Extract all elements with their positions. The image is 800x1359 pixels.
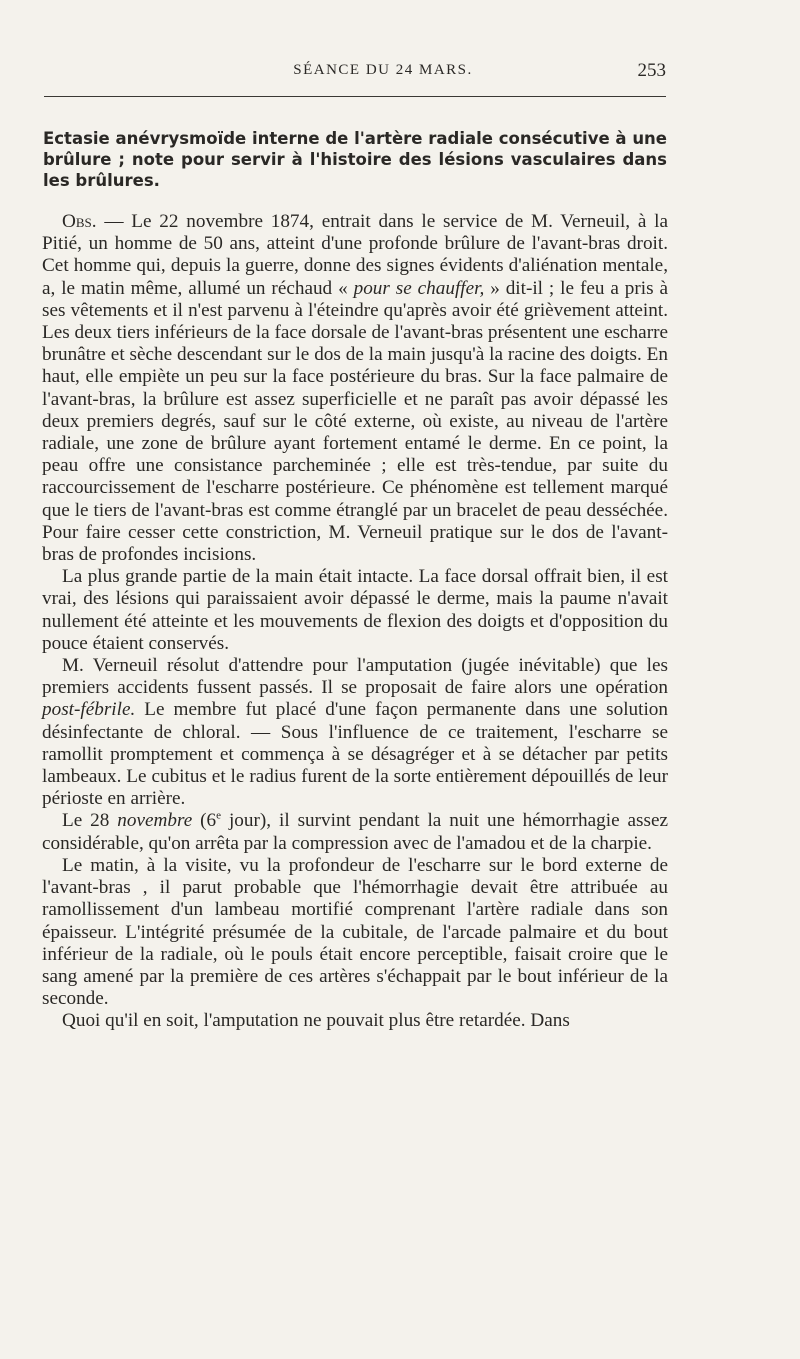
paragraph-1 [42,211,668,566]
p3-text-2: Le membre fut placé d'une façon permanente dans une solution désinfectante de chloral. — Sous l'influence de ce traitement, l'escharre se ramollit promptement et commença à se désagréger et à se détacher par petits lambeaux. Le cubitus et le radius furent de la sorte entièrement dépouillés de leur périoste en arrière. [42,699,668,810]
p4-text-2: (6 [192,810,217,832]
paragraph-6: Quoi qu'il en soit, l'amputation ne pouvait plus être retardée. Dans [62,1010,570,1032]
body-text [42,211,668,1033]
paragraph-3 [42,655,668,810]
p4-text-3: jour), il survint pendant la nuit une hémorrhagie assez considérable, qu'on arrêta par la compression avec de l'amadou et de la charpie. [42,810,669,854]
paragraph-5: Le matin, à la visite, vu la profondeur de l'escharre sur le bord externe de l'avant-bras , il parut probable que l'hémorrhagie devait être attribuée au ramollissement d'un lambeau mortifié comprenant l'artère radiale dans son épaisseur. L'intégrité présumée de la cubitale, de l'arcade palmaire et du bout inférieur de la radiale, où le pouls était encore perceptible, faisait croire que le sang amené par la première de ces artères s'échappait par le bout inférieur de la seconde. [42,854,668,1010]
p4-italic: novembre [117,810,193,832]
paragraph-4 [42,810,668,854]
p1-text-2: » dit-il ; le feu a pris à ses vêtements et il n'est parvenu à l'éteindre qu'après avoir été grièvement atteint. Les deux tiers inférieurs de la face dorsale de l'avant-bras présentent une escharre brunâtre et sèche descendant sur le dos de la main jusqu'à la racine des doigts. En haut, elle empiète un peu sur la face postérieure du bras. Sur la face palmaire de l'avant-bras, la brûlure est assez superficielle et ne paraît pas avoir dépassé les deux premiers degrés, sauf sur le côté externe, où existe, au niveau de l'artère radiale, une zone de brûlure ayant fortement entamé le derme. En ce point, la peau offre une consistance parcheminée ; elle est très-tendue, par suite du raccourcissement de l'escharre postérieure. Ce phénomène est tellement marqué que le tiers de l'avant-bras est comme étranglé par un bracelet de peau desséchée. Pour faire cesser cette constriction, M. Verneuil pratique sur le dos de l'avant-bras de profondes incisions. [42,277,669,566]
paragraph-2: La plus grande partie de la main était intacte. La face dorsal offrait bien, il est vrai, des lésions qui paraissaient avoir dépassé le derme, mais la paume n'avait nullement été atteinte et les mouvements de flexion des doigts et d'opposition du pouce étaient conservés. [42,566,668,654]
obs-label: Obs. [62,211,97,232]
p1-italic: pour se chauffer, [353,277,485,299]
header-rule [44,96,666,97]
running-head [100,60,666,86]
page-number: 253 [637,60,666,81]
article-title: Ectasie anévrysmoïde interne de l'artère radiale consécutive à une brûlure ; note pour servir à l'histoire des lésions vasculaires dans les brûlures. [43,129,667,190]
p4-superscript: e [216,810,222,823]
p4-text-1: Le 28 [62,810,118,832]
running-title: SÉANCE DU 24 MARS. [293,62,473,78]
p1-text-1: — Le 22 novembre 1874, entrait dans le service de M. Verneuil, à la Pitié, un homme de 50 ans, atteint d'une profonde brûlure de l'avant-bras droit. Cet homme qui, depuis la guerre, donne des signes évidents d'aliénation mentale, a, le matin même, allumé un réchaud « [42,211,668,299]
p3-text-1: M. Verneuil résolut d'attendre pour l'amputation (jugée inévitable) que les premiers accidents fussent passés. Il se proposait de faire alors une opération [42,655,668,699]
p3-italic: post-fébrile. [42,699,136,721]
